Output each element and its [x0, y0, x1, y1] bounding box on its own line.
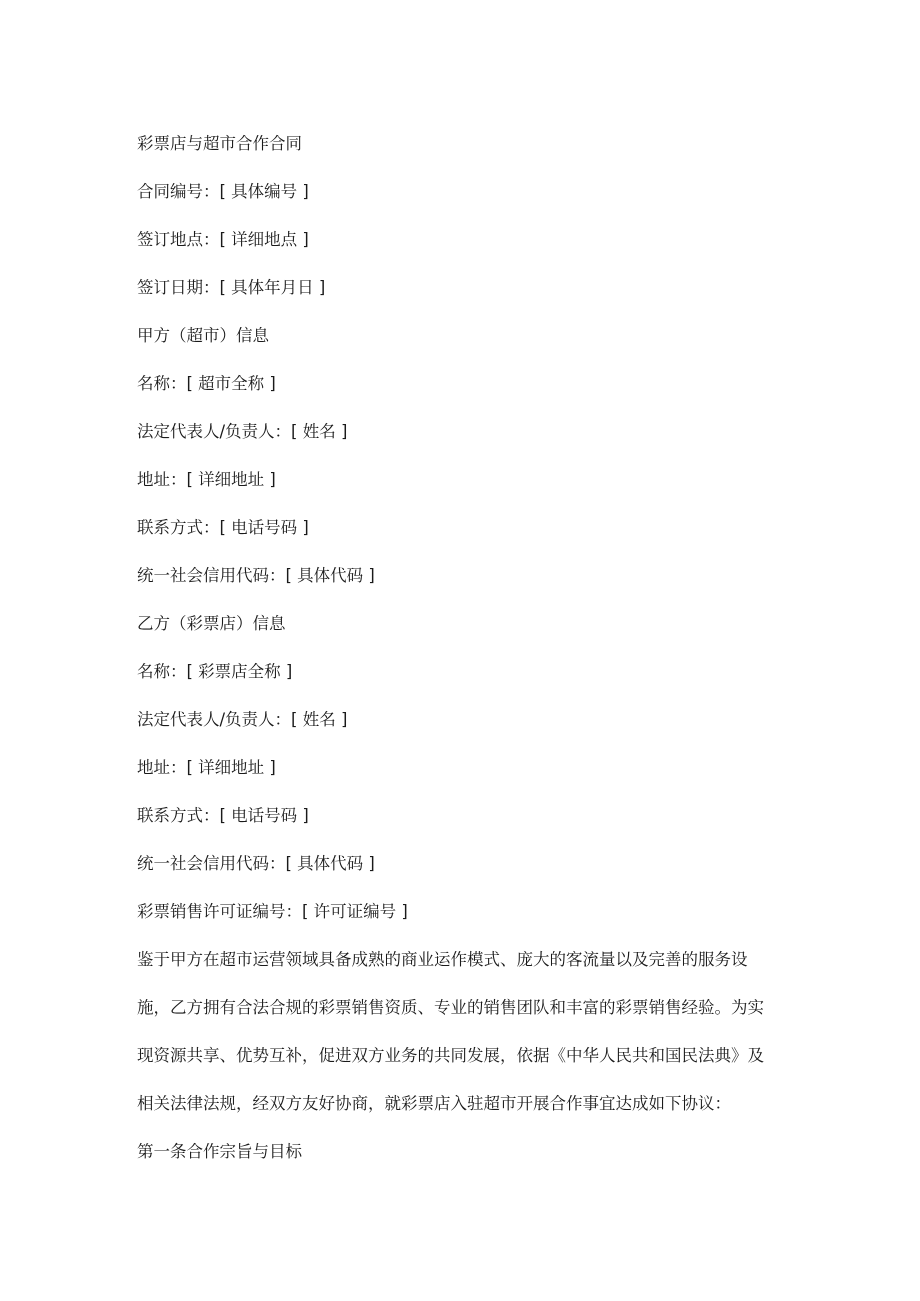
party-b-credit-code-field: 统一社会信用代码：[ 具体代码 ]: [137, 854, 375, 873]
party-b-name-field: 名称：[ 彩票店全称 ]: [137, 662, 293, 681]
document-title: 彩票店与超市合作合同: [137, 134, 302, 153]
preamble-paragraph: [137, 936, 797, 1128]
party-a-credit-code-field: 统一社会信用代码：[ 具体代码 ]: [137, 566, 375, 585]
party-a-name-field: 名称：[ 超市全称 ]: [137, 374, 276, 393]
party-a-representative-field: 法定代表人/负责人：[ 姓名 ]: [137, 422, 348, 441]
document-page: [137, 120, 797, 1176]
preamble-line: 施，乙方拥有合法合规的彩票销售资质、专业的销售团队和丰富的彩票销售经验。为实: [137, 998, 764, 1017]
preamble-line: 鉴于甲方在超市运营领域具备成熟的商业运作模式、庞大的客流量以及完善的服务设: [137, 950, 748, 969]
signing-location-field: 签订地点：[ 详细地点 ]: [137, 230, 309, 249]
signing-date-field: 签订日期：[ 具体年月日 ]: [137, 278, 326, 297]
party-a-address-field: 地址：[ 详细地址 ]: [137, 470, 276, 489]
party-a-heading: 甲方（超市）信息: [137, 326, 269, 345]
article-1-heading: 第一条合作宗旨与目标: [137, 1142, 302, 1161]
party-b-representative-field: 法定代表人/负责人：[ 姓名 ]: [137, 710, 348, 729]
party-b-heading: 乙方（彩票店）信息: [137, 614, 286, 633]
party-b-license-number-field: 彩票销售许可证编号：[ 许可证编号 ]: [137, 902, 408, 921]
contract-number-field: 合同编号：[ 具体编号 ]: [137, 182, 309, 201]
preamble-line: 现资源共享、优势互补，促进双方业务的共同发展，依据《中华人民共和国民法典》及: [137, 1046, 764, 1065]
preamble-line: 相关法律法规，经双方友好协商，就彩票店入驻超市开展合作事宜达成如下协议：: [137, 1094, 731, 1113]
party-a-contact-field: 联系方式：[ 电话号码 ]: [137, 518, 309, 537]
party-b-contact-field: 联系方式：[ 电话号码 ]: [137, 806, 309, 825]
party-b-address-field: 地址：[ 详细地址 ]: [137, 758, 276, 777]
